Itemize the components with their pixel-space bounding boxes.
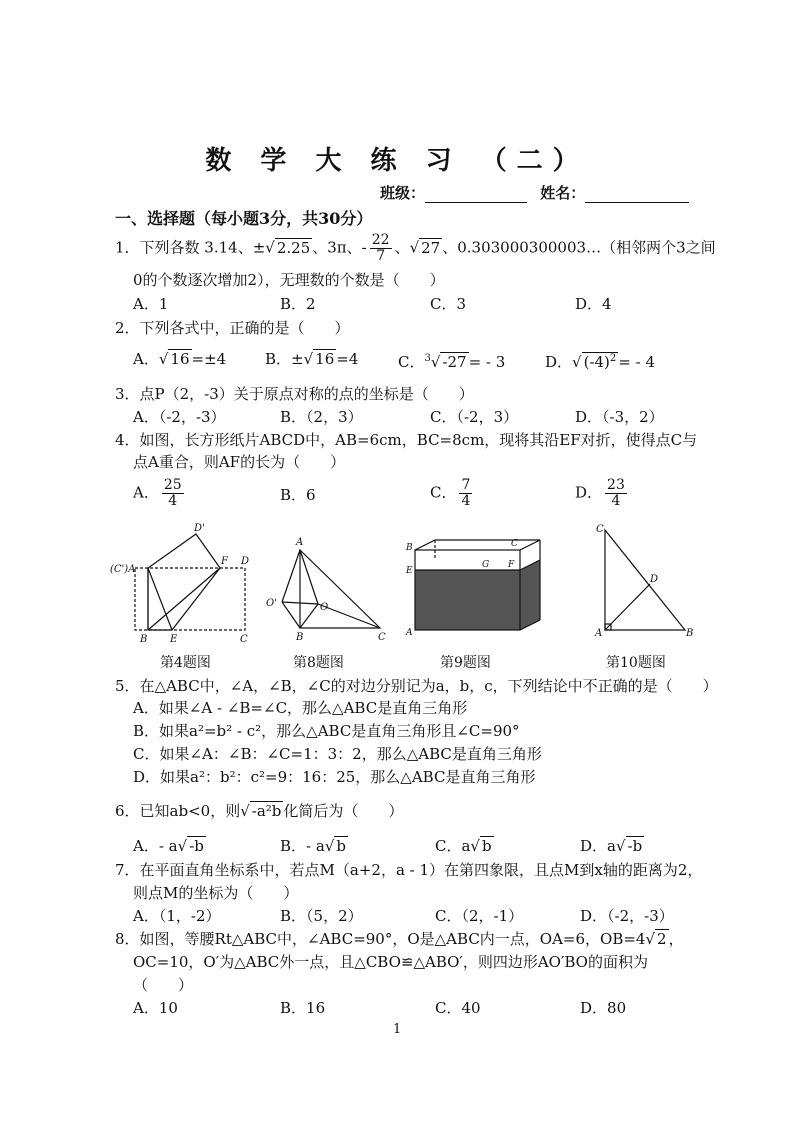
q2-d-rad: (-4) (583, 353, 610, 371)
q6-radicand: -a²b (251, 802, 282, 820)
q7-option-d[interactable]: D．（-2，-3） (580, 907, 674, 925)
question-4-line1: 4．如图，长方形纸片ABCD中，AB=6cm，BC=8cm，现将其沿EF对折，使得点C与 (115, 431, 698, 449)
q6-post: 化简后为（ ） (283, 802, 404, 820)
figure-9 (415, 540, 540, 630)
q1-text-d: 、0.303000300003…（相邻两个3之间 (442, 238, 716, 257)
q6-b-rad: b (336, 837, 346, 855)
fig10-ad-line (605, 584, 650, 630)
q4-option-a[interactable] (133, 478, 187, 509)
fig9-caption: 第9题图 (440, 655, 491, 671)
q6-c-pre: C．a (435, 837, 471, 855)
q4-c-den: 4 (461, 493, 471, 509)
q5-option-b[interactable]: B．如果a²=b² - c²，那么△ABC是直角三角形且∠C=90° (133, 722, 520, 740)
fig8-label-b: B (296, 632, 304, 643)
q8-line1-post: ， (668, 930, 684, 948)
q6-c-rad: b (481, 837, 492, 855)
fig8-a-oprime (282, 550, 300, 602)
fig4-label-d: D (241, 556, 250, 567)
q1-sqrt-2: 27 (421, 238, 441, 257)
q4-c-pre: C． (430, 483, 457, 502)
q2-d-post: = - 4 (618, 353, 656, 371)
q1-text-b: 、3π、- (312, 238, 367, 257)
q1-text-a: 1．下列各数 3.14、± (115, 238, 266, 257)
q2-d-pre: D． (545, 353, 573, 371)
q2-option-c[interactable]: C．$^3$√ -27 = - 3 (398, 353, 506, 371)
fig8-label-oprime: O' (266, 598, 277, 609)
q4-d-frac (605, 478, 627, 509)
name-blank[interactable] (585, 186, 689, 203)
fig4-ae-line (148, 568, 172, 630)
fig9-top-edges (415, 540, 540, 550)
q8-option-d[interactable]: D．80 (580, 999, 627, 1017)
question-5-stem: 5．在△ABC中，∠A，∠B，∠C的对边分别记为a，b，c，下列结论中不正确的是（ ） (115, 677, 718, 695)
page-title: 数 学 大 练 习 （二） (205, 146, 589, 176)
class-blank[interactable] (425, 186, 527, 203)
q2-option-b[interactable]: B．±√ 16 =4 (265, 350, 359, 368)
class-field (380, 183, 689, 203)
fig10-triangle (605, 530, 685, 630)
fig4-label-d-prime: D' (194, 523, 205, 534)
q2-a-rad: 16 (170, 350, 190, 368)
fig10-label-d: D (650, 574, 659, 585)
question-1-line2: 0的个数逐次增加2），无理数的个数是（ ） (133, 271, 445, 289)
q2-a-pre: A． (133, 350, 159, 368)
q1-fraction (370, 233, 392, 264)
fig8-b-o (300, 604, 318, 628)
q1-option-b[interactable]: B．2 (280, 295, 316, 313)
fig10-label-a: A (595, 628, 603, 639)
q6-pre: 6．已知ab<0，则 (115, 802, 241, 820)
fig4-label-b: B (140, 634, 148, 645)
q1-option-a[interactable]: A．1 (133, 295, 169, 313)
class-label: 班级： (380, 184, 426, 202)
section-heading: 一、选择题（每小题3分，共30分） (115, 209, 373, 228)
q8-option-b[interactable]: B．16 (280, 999, 326, 1017)
fig9-label-f: F (508, 560, 515, 570)
question-7-line2: 则点M的坐标为（ ） (133, 884, 299, 902)
figure-4 (135, 534, 245, 630)
q1-option-d[interactable]: D．4 (575, 295, 612, 313)
q6-d-rad: -b (627, 837, 643, 855)
q3-option-a[interactable]: A．（-2，-3） (133, 408, 226, 426)
q4-d-pre: D． (575, 483, 603, 502)
question-1-stem: 1．下列各数 3.14、±√ 2.25 、3π、- $\frac{22}{7}$ 、√ 27 、0.303000300003…（相邻两个3之间 (115, 232, 716, 264)
fig4-fold-line (148, 568, 220, 630)
q1-option-c[interactable]: C．3 (430, 295, 467, 313)
q2-a-post: =±4 (191, 350, 227, 368)
q6-option-d[interactable]: D．a√ -b (580, 837, 643, 855)
q2-d-exp: 2 (609, 353, 617, 364)
q2-option-a[interactable]: A．√ 16 =±4 (133, 350, 227, 368)
fig8-label-c: C (378, 632, 386, 643)
fig8-caption: 第8题图 (293, 655, 344, 671)
q7-option-c[interactable]: C．（2，-1） (435, 907, 524, 925)
fig8-oprime-b (282, 602, 300, 628)
question-3-stem: 3．点P（2，-3）关于原点对称的点的坐标是（ ） (115, 385, 474, 403)
q4-c-frac (459, 478, 472, 509)
question-8-line2: OC=10，O′为△ABC外一点，且△CBO≌△ABO′，则四边形AO′BO的面积为 (133, 953, 648, 971)
question-8-line1: 8．如图，等腰Rt△ABC中，∠ABC=90°，O是△ABC内一点，OA=6，OB=4√ 2 ， (115, 930, 684, 948)
fig8-label-o: O (320, 602, 329, 613)
q4-option-d[interactable] (575, 478, 630, 509)
q7-option-a[interactable]: A．（1，-2） (133, 907, 221, 925)
q8-line1-rad: 2 (657, 930, 667, 948)
q4-c-num: 7 (461, 477, 471, 493)
q2-c-pre: C． (398, 353, 425, 371)
q5-option-a[interactable]: A．如果∠A - ∠B=∠C，那么△ABC是直角三角形 (133, 699, 468, 717)
fig10-caption: 第10题图 (606, 655, 666, 671)
question-7-line1: 7．在平面直角坐标系中，若点M（a+2，a - 1）在第四象限，且点M到x轴的距离为2， (115, 861, 703, 879)
question-4-line2: 点A重合，则AF的长为（ ） (133, 453, 346, 471)
q2-c-index: 3 (424, 353, 431, 364)
q6-b-pre: B．- a (280, 837, 325, 855)
figure-8 (282, 550, 380, 628)
q2-c-rad: -27 (442, 353, 467, 371)
q2-option-d[interactable]: D．√ $(-4)^2$ = - 4 (545, 353, 656, 371)
q8-line1-pre: 8．如图，等腰Rt△ABC中，∠ABC=90°，O是△ABC内一点，OA=6，OB=4 (115, 930, 646, 948)
fig4-label-e: E (170, 634, 178, 645)
fig10-label-b: B (686, 628, 694, 639)
q5-option-c[interactable]: C．如果∠A：∠B：∠C=1：3：2，那么△ABC是直角三角形 (133, 745, 542, 763)
question-6-stem: 6．已知ab<0，则√ -a²b 化简后为（ ） (115, 802, 404, 820)
fig8-label-a: A (296, 537, 304, 548)
name-label: 姓名： (540, 184, 586, 202)
q1-sqrt-1: 2.25 (276, 238, 311, 257)
question-8-line3: （ ） (133, 976, 194, 994)
q8-option-a[interactable]: A．10 (133, 999, 178, 1017)
q2-b-post: =4 (336, 350, 359, 368)
q2-d-radicand (582, 352, 619, 371)
q3-option-b[interactable]: B．（2，3） (280, 408, 363, 426)
q7-option-b[interactable]: B．（5，2） (280, 907, 363, 925)
fig4-label-f: F (221, 556, 228, 567)
q6-a-pre: A．- a (133, 837, 178, 855)
q6-option-b[interactable]: B．- a√ b (280, 837, 346, 855)
fig4-label-ca: (C')A (110, 564, 136, 575)
fig10-label-c: C (596, 524, 604, 535)
question-2-stem: 2．下列各式中，正确的是（ ） (115, 319, 350, 337)
figures-strip (110, 520, 710, 650)
fig4-label-c: C (240, 634, 248, 645)
q6-d-pre: D．a (580, 837, 616, 855)
fig9-label-a: A (406, 628, 413, 638)
fig8-triangle (300, 550, 380, 628)
fig9-label-b: B (406, 543, 413, 553)
page-number: 1 (393, 1022, 402, 1037)
fig9-label-e: E (406, 566, 413, 576)
q3-option-d[interactable]: D．（-3，2） (575, 408, 664, 426)
q4-a-num: 25 (163, 477, 182, 493)
q8-option-c[interactable]: C．40 (435, 999, 481, 1017)
q6-option-a[interactable]: A．- a√ -b (133, 837, 204, 855)
fig4-flap (148, 534, 220, 568)
q1-frac-den: 7 (376, 248, 386, 264)
q4-a-frac (162, 478, 184, 509)
q2-b-rad: 16 (315, 350, 335, 368)
q6-option-c[interactable]: C．a√ b (435, 837, 492, 855)
q4-d-num: 23 (607, 477, 625, 493)
q5-option-d[interactable]: D．如果a²：b²：c²=9：16：25，那么△ABC是直角三角形 (133, 768, 536, 786)
q4-a-den: 4 (168, 493, 178, 509)
q4-a-pre: A． (133, 483, 159, 502)
q4-d-den: 4 (611, 493, 621, 509)
q2-b-pre: B．± (265, 350, 304, 368)
q4-option-b[interactable]: B．6 (280, 486, 316, 504)
q3-option-c[interactable]: C．（-2，3） (430, 408, 519, 426)
fig9-label-c: C (511, 539, 518, 549)
q2-c-post: = - 3 (468, 353, 506, 371)
fig4-caption: 第4题图 (160, 655, 211, 671)
fig9-label-g: G (482, 560, 490, 570)
q4-option-c[interactable] (430, 478, 475, 509)
figure-10 (605, 530, 685, 630)
q1-frac-num: 22 (371, 232, 390, 248)
q1-text-c: 、 (394, 238, 410, 257)
q6-a-rad: -b (189, 837, 204, 855)
